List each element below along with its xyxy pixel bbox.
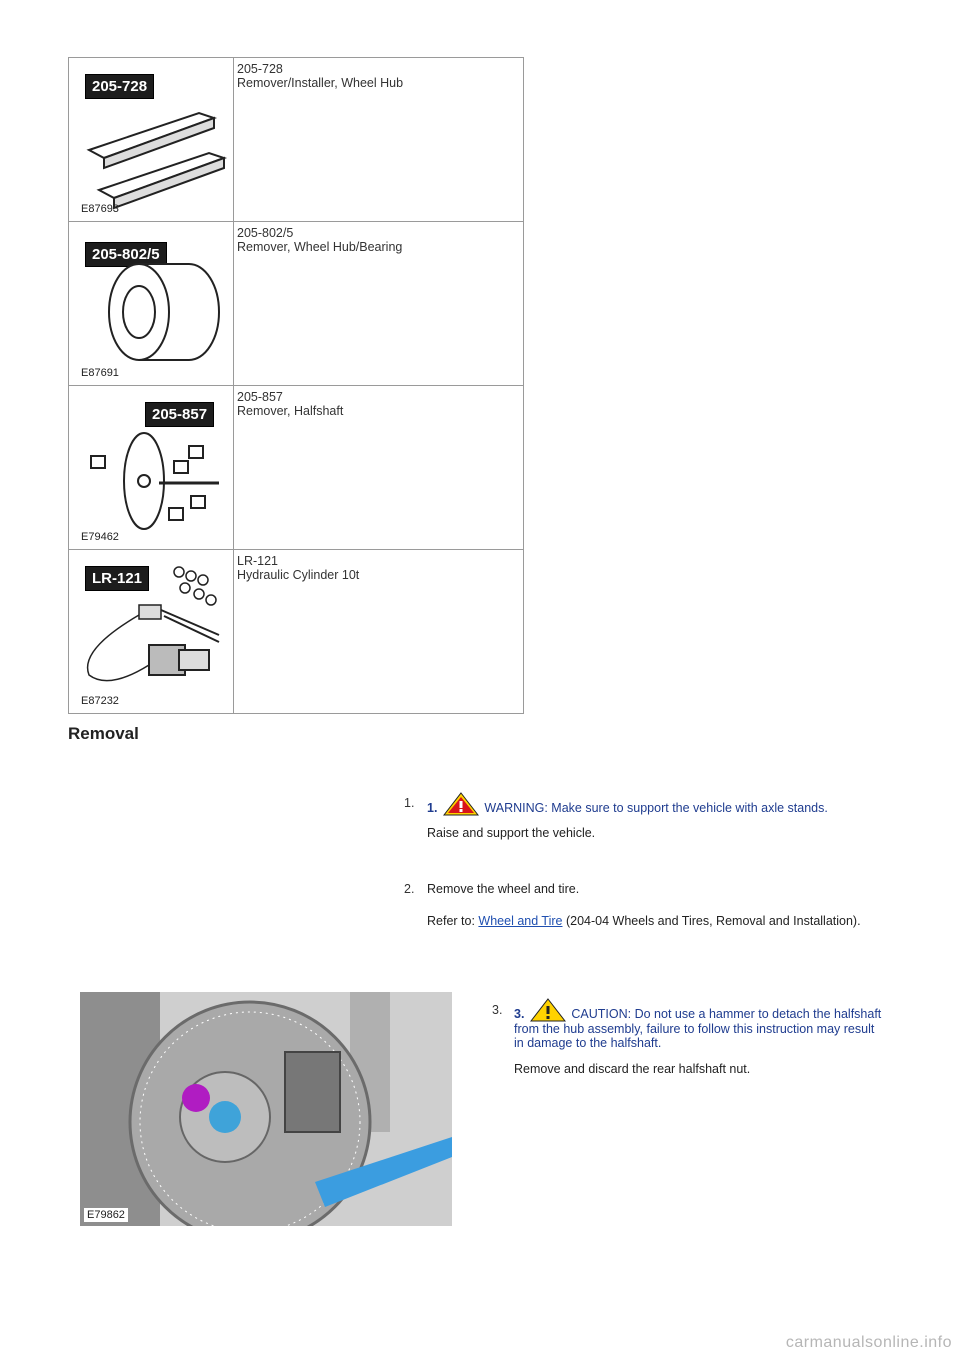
tool-description (234, 58, 524, 222)
image-id: E87693 (81, 203, 119, 215)
step-number: 2. (404, 882, 415, 896)
warning-text: WARNING: Make sure to support the vehicle with axle stands. (484, 801, 828, 815)
step-body: Raise and support the vehicle. (427, 826, 596, 840)
step-number: 3. (492, 1003, 503, 1017)
tool-description (234, 386, 524, 550)
tool-image (69, 550, 234, 714)
tool-image (69, 386, 234, 550)
step-bold-number: 1. (427, 801, 438, 815)
tool-number: 205-857 (237, 390, 283, 404)
tool-tag: 205-802/5 (85, 242, 167, 267)
tool-row (69, 58, 524, 222)
step-3 (514, 998, 884, 1076)
refer-suffix: (204-04 Wheels and Tires, Removal and Installation). (562, 914, 861, 928)
tool-number: LR-121 (237, 554, 278, 568)
tool-description (234, 550, 524, 714)
special-tools-table (68, 57, 524, 714)
refer-prefix: Refer to: (427, 914, 479, 928)
tool-description (234, 222, 524, 386)
image-id: E79462 (81, 531, 119, 543)
step-1 (427, 792, 867, 840)
refer-line (427, 914, 877, 928)
step-body: Remove and discard the rear halfshaft nut. (514, 1062, 751, 1076)
step-text: Remove the wheel and tire. (427, 882, 580, 896)
tool-row (69, 386, 524, 550)
warning-icon (443, 792, 479, 816)
halfshaft-nut-photo (80, 992, 452, 1226)
tool-tag: LR-121 (85, 566, 149, 591)
tool-name: Remover, Halfshaft (237, 404, 344, 418)
tool-image (69, 58, 234, 222)
tool-number: 205-728 (237, 62, 283, 76)
caution-text: CAUTION: Do not use a hammer to detach the halfshaft from the hub assembly, failure to follow this instruction may result in damage to the halfshaft. (514, 1007, 882, 1050)
tool-image (69, 222, 234, 386)
image-id: E87232 (81, 695, 119, 707)
image-id: E87691 (81, 367, 119, 379)
tool-name: Remover/Installer, Wheel Hub (237, 76, 404, 90)
tool-tag: 205-857 (145, 402, 214, 427)
wheel-and-tire-link[interactable]: Wheel and Tire (478, 914, 563, 928)
step-bold-number: 3. (514, 1007, 525, 1021)
watermark: carmanualsonline.info (785, 1334, 952, 1351)
hydraulic-cylinder-illustration (69, 550, 233, 713)
tool-number: 205-802/5 (237, 226, 294, 240)
tool-row (69, 222, 524, 386)
step-3-photo (80, 992, 452, 1226)
wheel-hub-remover-illustration (69, 58, 233, 221)
caution-icon (530, 998, 566, 1022)
image-id: E79862 (84, 1208, 128, 1222)
step-number: 1. (404, 796, 415, 810)
halfshaft-remover-illustration (69, 386, 233, 549)
tool-tag: 205-728 (85, 74, 154, 99)
section-title: Removal (68, 724, 139, 743)
tool-name: Hydraulic Cylinder 10t (237, 568, 360, 582)
hub-bearing-remover-illustration (69, 222, 233, 385)
step-2 (427, 882, 877, 928)
tool-name: Remover, Wheel Hub/Bearing (237, 240, 403, 254)
tool-row (69, 550, 524, 714)
